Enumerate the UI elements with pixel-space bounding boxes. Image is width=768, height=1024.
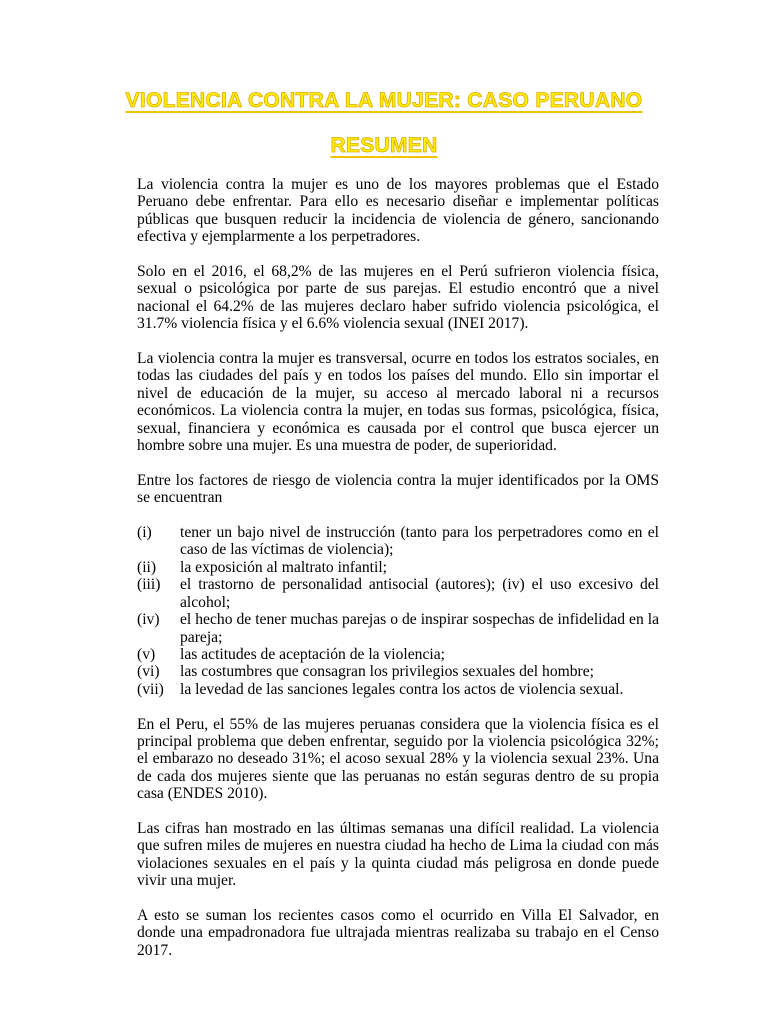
paragraph-lima-figures: Las cifras han mostrado en las últimas semanas una difícil realidad. La violencia que sufren miles de mujeres en nuestra ciudad ha hecho de Lima la ciudad con más violaciones sexuales en el país y la quinta ciudad más peligrosa en donde puede vivir una mujer. (137, 819, 659, 890)
list-item-text: las actitudes de aceptación de la violencia; (180, 645, 445, 663)
paragraph-intro: La violencia contra la mujer es uno de los mayores problemas que el Estado Peruano debe enfrentar. Para ello es necesario diseñar e implementar políticas públicas que busquen reducir la incidencia de violencia de género, sancionando efectiva y ejemplarmente a los perpetradores. (137, 176, 659, 246)
list-item (137, 681, 659, 698)
list-item-number: (i) (137, 524, 152, 542)
document-title: VIOLENCIA CONTRA LA MUJER: CASO PERUANO (125, 89, 643, 112)
list-item-text: el hecho de tener muchas parejas o de inspirar sospechas de infidelidad en la pareja; (180, 611, 659, 646)
document-subtitle: RESUMEN (330, 134, 438, 157)
list-item-text: tener un bajo nivel de instrucción (tanto para los perpetradores como en el caso de las víctimas de violencia); (180, 524, 659, 559)
list-item (137, 559, 659, 576)
paragraph-endes-2010: En el Peru, el 55% de las mujeres peruanas considera que la violencia física es el principal problema que deben enfrentar, seguido por la violencia psicológica 32%; el embarazo no deseado 31%; el acoso sexual 28% y la violencia sexual 23%. Una de cada dos mujeres siente que las peruanas no están seguras dentro de su propia casa (ENDES 2010). (137, 715, 659, 803)
list-item-text: el trastorno de personalidad antisocial (autores); (iv) el uso excesivo del alcohol; (180, 576, 659, 611)
list-item-text: la exposición al maltrato infantil; (180, 558, 387, 576)
list-item-number: (ii) (137, 558, 157, 576)
document-body (137, 176, 659, 977)
list-item-text: la levedad de las sanciones legales contra los actos de violencia sexual. (180, 680, 624, 698)
paragraph-villa-el-salvador: A esto se suman los recientes casos como el ocurrido en Villa El Salvador, en donde una empadronadora fue ultrajada mientras realizaba su trabajo en el Censo 2017. (137, 906, 659, 959)
list-item (137, 663, 659, 680)
list-item-number: (iii) (137, 576, 161, 594)
list-item (137, 646, 659, 663)
list-item-number: (iv) (137, 611, 160, 629)
list-item-text: las costumbres que consagran los privilegios sexuales del hombre; (180, 663, 595, 681)
list-item (137, 576, 659, 611)
list-item-number: (v) (137, 645, 156, 663)
list-item-number: (vi) (137, 663, 160, 681)
list-item-number: (vii) (137, 680, 164, 698)
paragraph-transversal: La violencia contra la mujer es transversal, ocurre en todos los estratos sociales, en todas las ciudades del país y en todos los países del mundo. Ello sin importar el nivel de educación de la mujer, su acceso al mercado laboral ni a recursos económicos. La violencia contra la mujer, en todas sus formas, psicológica, física, sexual, financiera y económica es causada por el control que busca ejercer un hombre sobre una mujer. Es una muestra de poder, de superioridad. (137, 350, 659, 455)
list-item (137, 524, 659, 559)
list-item (137, 611, 659, 646)
paragraph-statistics-2016: Solo en el 2016, el 68,2% de las mujeres en el Perú sufrieron violencia física, sexual o psicológica por parte de sus parejas. El estudio encontró que a nivel nacional el 64.2% de las mujeres declaro haber sufrido violencia psicológica, el 31.7% violencia física y el 6.6% violencia sexual (INEI 2017). (137, 263, 659, 333)
risk-factors-list (137, 524, 659, 698)
paragraph-risk-factors-intro: Entre los factores de riesgo de violencia contra la mujer identificados por la OMS se encuentran (137, 471, 659, 507)
